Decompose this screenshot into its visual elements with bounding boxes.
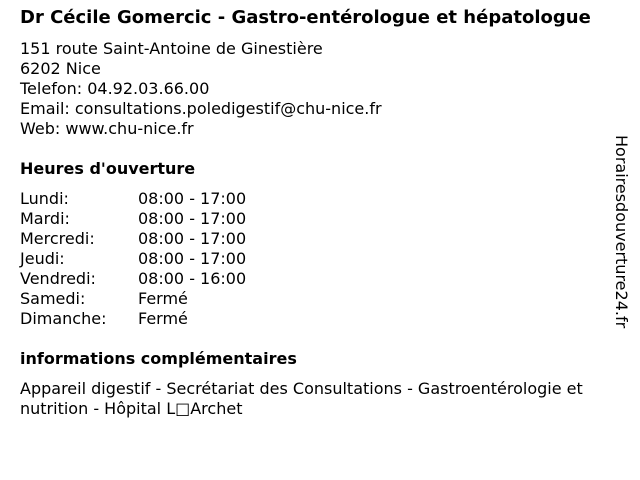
- hours-value: Fermé: [138, 309, 188, 328]
- hours-row: [20, 269, 620, 289]
- website-link[interactable]: www.chu-nice.fr: [65, 119, 194, 138]
- day-label: Vendredi:: [20, 269, 96, 288]
- phone-line: [20, 79, 620, 99]
- city-line: 6202 Nice: [20, 59, 101, 78]
- street-address: 151 route Saint-Antoine de Ginestière: [20, 39, 323, 58]
- hours-row: [20, 209, 620, 229]
- hours-row: [20, 309, 620, 329]
- hours-value: 08:00 - 17:00: [138, 229, 247, 248]
- site-watermark: Horairesdouverture24.fr: [612, 135, 631, 329]
- hours-row: [20, 249, 620, 269]
- contact-block: [20, 39, 620, 139]
- day-label: Samedi:: [20, 289, 86, 308]
- hours-row: [20, 289, 620, 309]
- day-label: Mercredi:: [20, 229, 95, 248]
- day-label: Jeudi:: [20, 249, 65, 268]
- day-label: Dimanche:: [20, 309, 107, 328]
- web-label: Web:: [20, 119, 61, 138]
- hours-row: [20, 189, 620, 209]
- hours-value: 08:00 - 17:00: [138, 209, 247, 228]
- web-line: [20, 119, 620, 139]
- additional-info-text: Appareil digestif - Secrétariat des Consultations - Gastroentérologie et nutrition - Hôpital L□Archet: [20, 379, 583, 418]
- email-line: [20, 99, 620, 119]
- hours-value: Fermé: [138, 289, 188, 308]
- hours-value: 08:00 - 17:00: [138, 249, 247, 268]
- hours-row: [20, 229, 620, 249]
- opening-hours-heading: Heures d'ouverture: [20, 159, 196, 178]
- hours-value: 08:00 - 17:00: [138, 189, 247, 208]
- phone-label: Telefon:: [20, 79, 83, 98]
- additional-info-heading: informations complémentaires: [20, 349, 297, 368]
- hours-value: 08:00 - 16:00: [138, 269, 247, 288]
- email-label: Email:: [20, 99, 70, 118]
- day-label: Lundi:: [20, 189, 69, 208]
- business-listing: [20, 8, 620, 419]
- email-address[interactable]: consultations.poledigestif@chu-nice.fr: [74, 99, 382, 118]
- phone-number[interactable]: 04.92.03.66.00: [87, 79, 210, 98]
- page-title: Dr Cécile Gomercic - Gastro-entérologue et hépatologue: [20, 7, 591, 28]
- day-label: Mardi:: [20, 209, 70, 228]
- opening-hours-table: [20, 189, 620, 329]
